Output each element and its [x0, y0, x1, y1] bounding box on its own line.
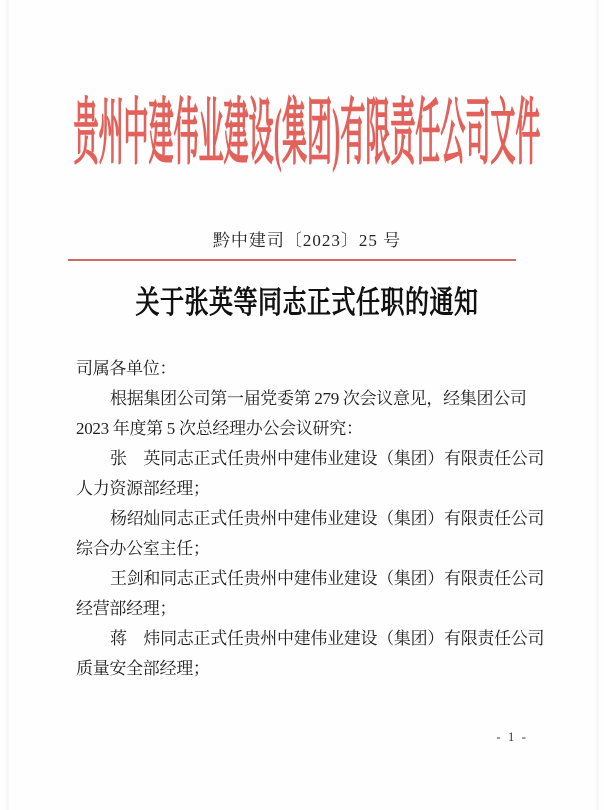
- body-line: 综合办公室主任；: [76, 539, 210, 558]
- body-line: 王剑和同志正式任贵州中建伟业建设（集团）有限责任公司: [110, 569, 545, 588]
- org-header: [10, 96, 604, 175]
- body-line-salutation: 司属各单位：: [76, 359, 177, 378]
- document-number: 黔中建司〔2023〕25 号: [212, 231, 402, 250]
- notice-title: [10, 287, 604, 321]
- notice-title-text: 关于张英等同志正式任职的通知: [135, 287, 479, 321]
- document-body: [76, 354, 546, 684]
- body-line: 经营部经理；: [76, 599, 177, 618]
- body-line: 蒋 炜同志正式任贵州中建伟业建设（集团）有限责任公司: [110, 629, 545, 648]
- body-line: 张 英同志正式任贵州中建伟业建设（集团）有限责任公司: [110, 449, 545, 468]
- body-line: 根据集团公司第一届党委第 279 次会议意见，经集团公司: [110, 389, 527, 408]
- body-line: 2023 年度第 5 次总经理办公会议研究：: [76, 419, 363, 438]
- org-header-title: 贵州中建伟业建设(集团)有限责任公司文件: [73, 96, 541, 175]
- scan-artifact-left: [6, 0, 9, 810]
- red-separator-line: [68, 259, 516, 261]
- page-number: - 1 -: [496, 729, 528, 744]
- scan-artifact-right: [596, 0, 599, 810]
- body-line: 质量安全部经理；: [76, 659, 210, 678]
- body-line: 杨绍灿同志正式任贵州中建伟业建设（集团）有限责任公司: [110, 509, 545, 528]
- body-line: 人力资源部经理；: [76, 479, 210, 498]
